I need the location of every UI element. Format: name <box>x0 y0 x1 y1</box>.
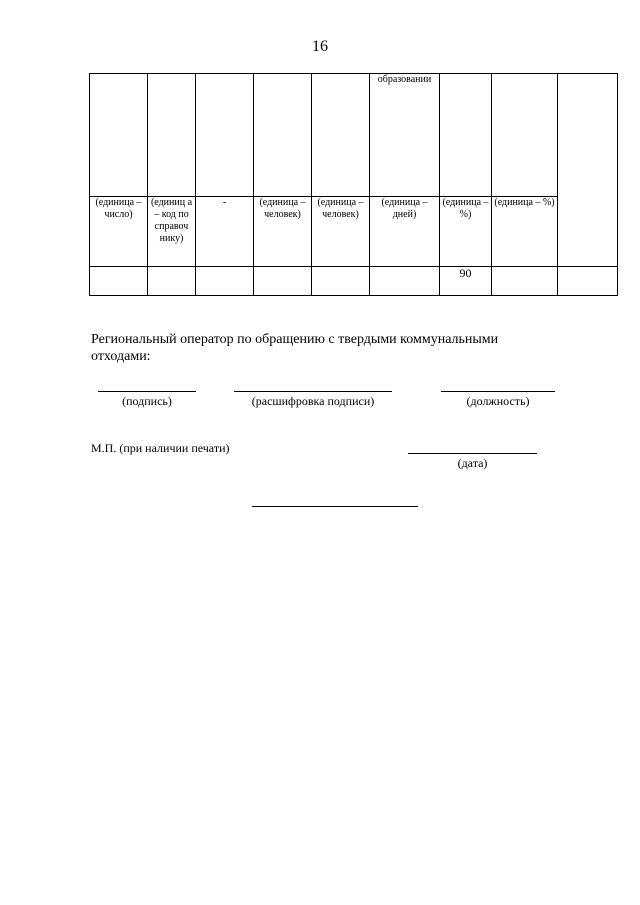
table-cell <box>148 74 196 197</box>
signature-line <box>98 391 196 392</box>
data-cell <box>492 266 558 295</box>
indicator-table <box>89 73 618 296</box>
table-header-education: образовании <box>370 74 440 197</box>
data-cell <box>90 266 148 295</box>
data-cell <box>558 266 618 295</box>
table-cell <box>440 74 492 197</box>
unit-cell: - <box>196 196 254 266</box>
position-line <box>441 391 555 392</box>
data-cell <box>370 266 440 295</box>
separator-line <box>252 506 418 507</box>
data-cell <box>312 266 370 295</box>
data-cell <box>196 266 254 295</box>
unit-cell: (единица – человек) <box>254 196 312 266</box>
table-cell-merged <box>558 74 618 267</box>
table-cell <box>492 74 558 197</box>
signature-caption: (подпись) <box>122 394 172 408</box>
table-cell <box>196 74 254 197</box>
table-cell <box>312 74 370 197</box>
date-caption: (дата) <box>457 456 488 470</box>
unit-cell: (единица – число) <box>90 196 148 266</box>
data-cell <box>148 266 196 295</box>
unit-cell: (единица – %) <box>492 196 558 266</box>
operator-title: Региональный оператор по обращению с твердыми коммунальными отходами: <box>91 332 499 364</box>
table-data-row <box>90 266 618 295</box>
unit-cell: (единица – человек) <box>312 196 370 266</box>
table-cell <box>90 74 148 197</box>
decoding-caption: (расшифровка подписи) <box>251 394 375 408</box>
table-header-top-row <box>90 74 618 197</box>
data-cell <box>254 266 312 295</box>
data-cell: 90 <box>440 266 492 295</box>
unit-cell: (единиц а – код по справоч нику) <box>148 196 196 266</box>
unit-cell: (единица – дней) <box>370 196 440 266</box>
date-line <box>408 453 537 454</box>
seal-label: М.П. (при наличии печати) <box>91 441 230 455</box>
page-number: 16 <box>312 38 328 55</box>
unit-cell: (единица – %) <box>440 196 492 266</box>
table-cell <box>254 74 312 197</box>
table-units-row <box>90 196 618 266</box>
position-caption: (должность) <box>466 394 530 408</box>
decoding-line <box>234 391 392 392</box>
